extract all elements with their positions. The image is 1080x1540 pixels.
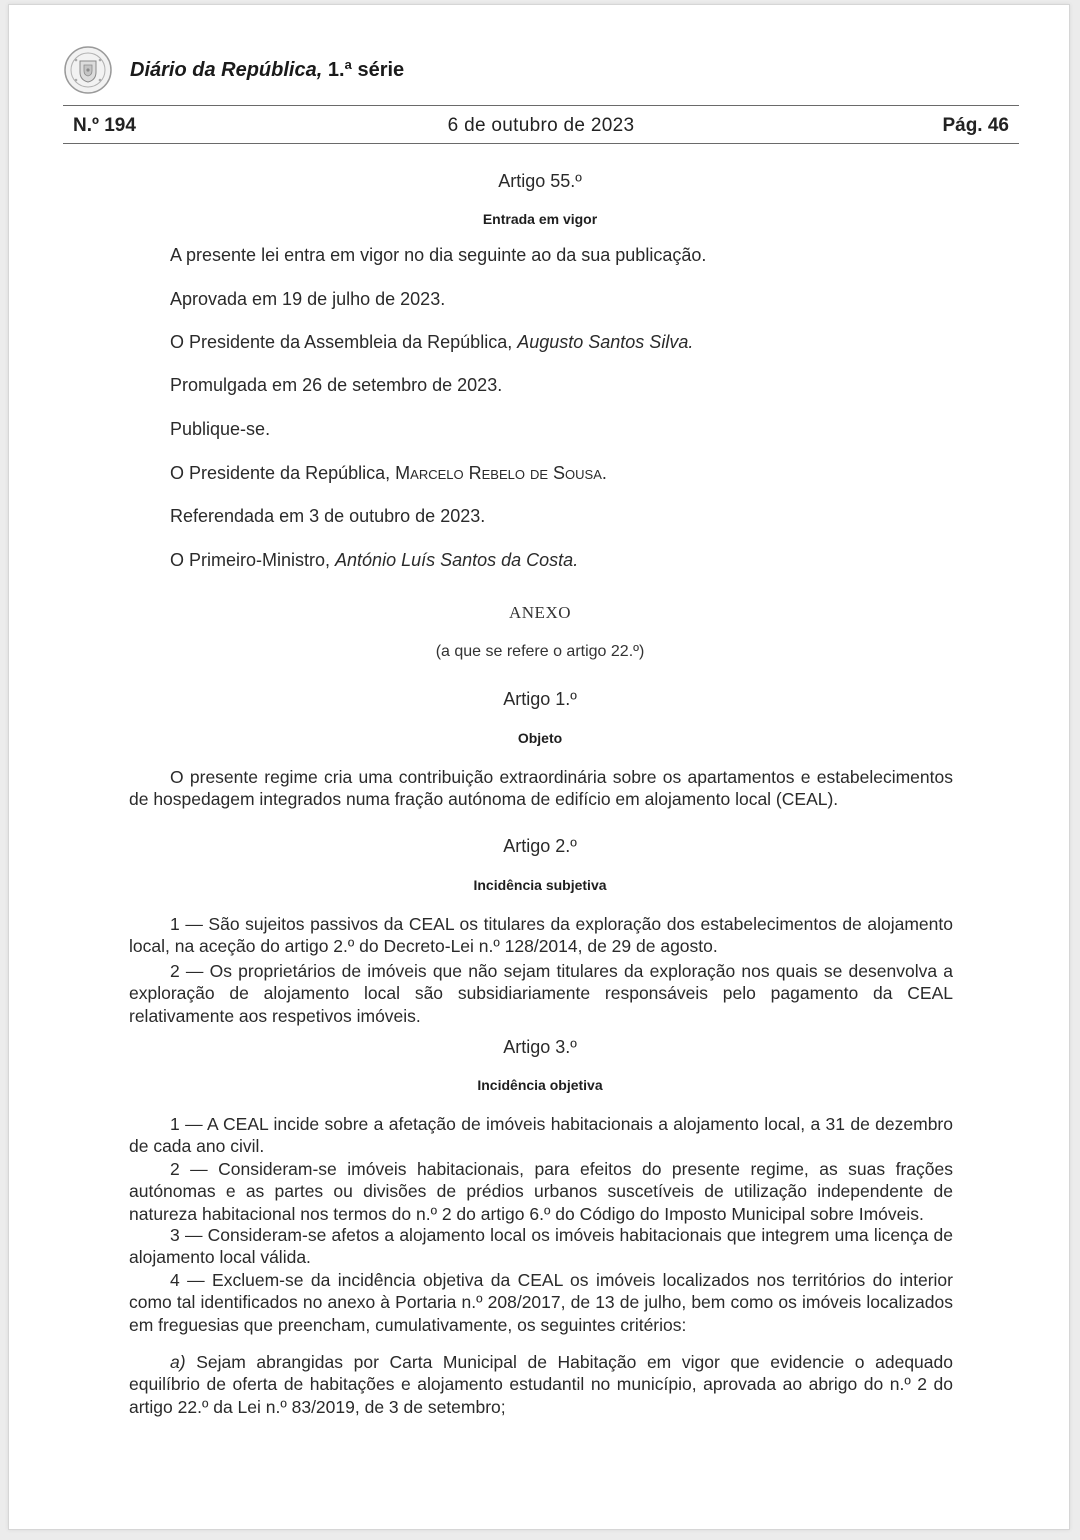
issue-number: N.º 194 — [73, 115, 136, 136]
prime-minister-label: O Primeiro-Ministro, — [170, 550, 331, 570]
paragraph: 2 — Consideram-se imóveis habitacionais, para efeitos do presente regime, as suas frações autónomas e as partes ou divisões de prédios urbanos suscetíveis de utilização independente de natureza habitacional nos termos do n.º 2 do artigo 6.º do Código do Imposto Municipal sobre Imóveis. — [129, 1159, 953, 1224]
article-title: Objeto — [517, 730, 563, 746]
paragraph: 3 — Consideram-se afetos a alojamento local os imóveis habitacionais que integrem uma licença de alojamento local válida. — [129, 1225, 953, 1268]
paragraph: O presente regime cria uma contribuição extraordinária sobre os apartamentos e estabelecimentos de hospedagem integrados numa fração autónoma de edifício em alojamento local (CEAL). — [129, 767, 953, 810]
alinea-text: Sejam abrangidas por Carta Municipal de Habitação em vigor que evidencie o adequado equilíbrio de oferta de habitações e alojamento estudantil no município, aprovada ao abrigo do n.º 2 do artigo 22.º da Lei n.º 83/2019, de 3 de setembro; — [129, 1352, 953, 1417]
republic-president-name: Marcelo Rebelo de Sousa. — [395, 463, 607, 483]
journal-header — [63, 45, 404, 95]
document-page — [8, 4, 1070, 1530]
republic-president-label: O Presidente da República, — [170, 463, 391, 483]
assembly-president-name: Augusto Santos Silva. — [517, 332, 694, 352]
annex-reference: (a que se refere o artigo 22.º) — [435, 643, 645, 660]
countersign-date: Referendada em 3 de outubro de 2023. — [170, 506, 486, 526]
issue-date: 6 de outubro de 2023 — [447, 115, 635, 136]
paragraph: 2 — Os proprietários de imóveis que não sejam titulares da exploração nos quais se desenvolva a exploração de alojamento local são subsidiariamente responsáveis pelo pagamento da CEAL relativamente aos respetivos imóveis. — [129, 961, 953, 1026]
paragraph: 1 — A CEAL incide sobre a afetação de imóveis habitacionais a alojamento local, a 31 de dezembro de cada ano civil. — [129, 1114, 953, 1157]
paragraph: 1 — São sujeitos passivos da CEAL os titulares da exploração dos estabelecimentos de alojamento local, na aceção do artigo 2.º do Decreto-Lei n.º 128/2014, de 29 de agosto. — [129, 914, 953, 957]
journal-name: Diário da República, — [130, 58, 323, 81]
header-rule-bottom — [63, 143, 1019, 144]
article-title: Entrada em vigor — [482, 211, 598, 227]
alinea-item — [129, 1351, 953, 1418]
entry-into-force-text: A presente lei entra em vigor no dia seguinte ao da sua publicação. — [170, 245, 707, 265]
article-title: Incidência subjetiva — [473, 877, 607, 893]
header-rule-top — [63, 105, 1019, 106]
article-title: Incidência objetiva — [477, 1077, 603, 1093]
journal-title — [130, 59, 404, 82]
paragraph: 4 — Excluem-se da incidência objetiva da CEAL os imóveis localizados nos territórios do interior como tal identificados no anexo à Portaria n.º 208/2017, de 13 de julho, bem como os imóveis localizados em freguesias que preencham, cumulativamente, os seguintes critérios: — [129, 1270, 953, 1335]
journal-series: 1.ª série — [327, 58, 405, 81]
publish-order: Publique-se. — [170, 419, 271, 439]
approval-date: Aprovada em 19 de julho de 2023. — [170, 289, 446, 309]
assembly-president-line — [170, 332, 693, 353]
article-heading: Artigo 1.º — [503, 689, 577, 709]
article-heading: Artigo 55.º — [498, 171, 582, 191]
issue-info-row — [63, 111, 1019, 141]
prime-minister-name: António Luís Santos da Costa. — [335, 550, 579, 570]
prime-minister-line — [170, 550, 578, 571]
coat-of-arms-emblem — [63, 45, 113, 95]
annex-title: ANEXO — [509, 603, 571, 622]
alinea-letter: a) — [170, 1352, 186, 1372]
promulgation-date: Promulgada em 26 de setembro de 2023. — [170, 375, 503, 395]
assembly-president-label: O Presidente da Assembleia da República, — [170, 332, 513, 352]
article-heading: Artigo 2.º — [503, 836, 577, 856]
republic-president-line — [170, 463, 607, 484]
page-number: Pág. 46 — [942, 115, 1009, 136]
article-heading: Artigo 3.º — [503, 1037, 577, 1057]
